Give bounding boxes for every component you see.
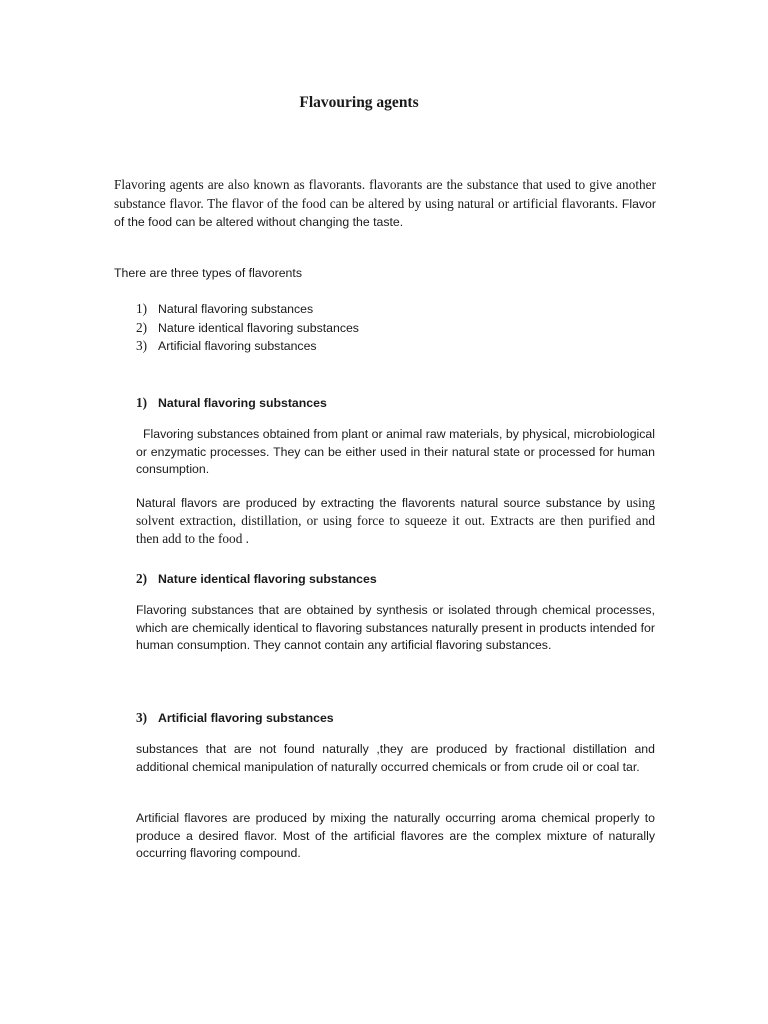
intro-text-sans: Flavor of the food can be altered without changing the taste.: [114, 196, 656, 229]
types-intro-text: There are three types of flavorents: [114, 266, 302, 280]
section-heading-nature-identical: [136, 567, 377, 588]
list-item-label: Natural flavoring substances: [158, 302, 314, 316]
section-heading-label: Natural flavoring substances: [158, 396, 327, 410]
intro-text-serif: Flavoring agents are also known as flavorants. flavorants are the substance that used to give another substance flavor. The flavor of the food can be altered by using natural or artificial flavorants.: [114, 177, 656, 211]
intro-paragraph: [114, 176, 656, 232]
paragraph-text-serif: using solvent extraction, distillation, or using force to squeeze it out. Extracts are then purified and then add to the food .: [136, 495, 655, 546]
section-heading-artificial: [136, 706, 334, 727]
section-heading-natural: [136, 391, 327, 412]
section-number: 3): [136, 710, 148, 725]
paragraph-text-sans: Natural flavors are produced by extracting the flavorents natural source substance by: [136, 496, 621, 510]
list-number: 1): [136, 301, 148, 316]
section-number: 1): [136, 395, 148, 410]
section-heading-label: Nature identical flavoring substances: [158, 572, 377, 586]
section-paragraph: Artificial flavores are produced by mixing the naturally occurring aroma chemical properly to produce a desired flavor. Most of the artificial flavores are the complex mixture of naturally occurring flavoring compound.: [136, 811, 655, 860]
section-paragraph: Flavoring substances obtained from plant or animal raw materials, by physical, microbiological or enzymatic processes. They can be either used in their natural state or processed for human consumption.: [136, 427, 659, 476]
list-number: 2): [136, 319, 148, 335]
types-list: [136, 300, 359, 356]
document-title: Flavouring agents: [299, 94, 419, 111]
section-paragraph: substances that are not found naturally ,they are produced by fractional distillation and additional chemical manipulation of naturally occurred chemicals or from crude oil or coal tar.: [136, 742, 655, 774]
section-paragraph-mixed: [136, 494, 655, 548]
types-list-item: [136, 319, 359, 338]
section-paragraph: Flavoring substances that are obtained by synthesis or isolated through chemical processes, which are chemically identical to flavoring substances naturally present in products intended for human consumption. They cannot contain any artificial flavoring substances.: [136, 603, 655, 652]
types-list-item: [136, 300, 359, 319]
section-number: 2): [136, 571, 148, 586]
section-heading-label: Artificial flavoring substances: [158, 711, 334, 725]
list-item-label: Artificial flavoring substances: [158, 339, 317, 353]
list-number: 3): [136, 338, 148, 353]
list-item-label: Nature identical flavoring substances: [158, 320, 359, 335]
types-list-item: [136, 337, 359, 356]
